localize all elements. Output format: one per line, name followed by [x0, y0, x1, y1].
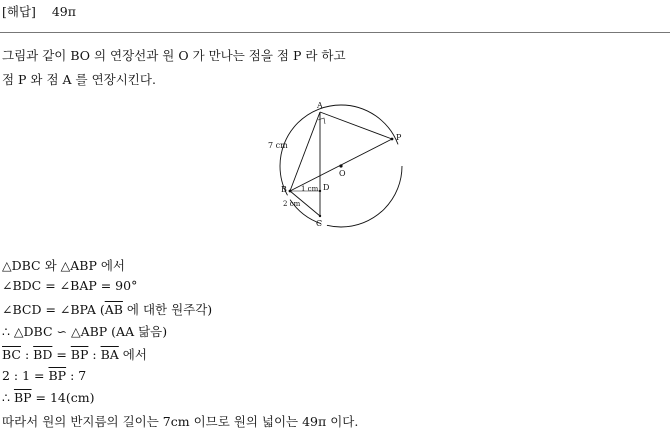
label-b: B: [281, 185, 287, 194]
point-d: [319, 190, 321, 192]
seg-bp-2: $\overline{BP}$: [48, 368, 67, 383]
right-angle-mark-a: [318, 118, 325, 124]
geometry-figure: [262, 98, 412, 230]
line7-post: = 14(cm): [31, 390, 95, 405]
label-seg-ab: 7 cm: [268, 141, 288, 150]
solution-line-5: [2, 345, 147, 363]
point-b: [289, 190, 292, 193]
line6-pre: 2 : 1 =: [2, 368, 49, 383]
seg-ba: $\overline{BA}$: [100, 347, 119, 362]
line7-pre: ∴: [2, 390, 14, 405]
solution-line-6: [2, 368, 86, 383]
seg-bp-3: $\overline{BP}$: [13, 390, 32, 405]
solution-line-7: [2, 390, 94, 405]
segment-ap: [320, 112, 392, 139]
label-o: O: [339, 169, 346, 178]
seg-bc: $\overline{BC}$: [2, 347, 21, 362]
label-p: P: [396, 133, 402, 142]
label-d: D: [323, 183, 330, 192]
sep-2: :: [88, 347, 101, 362]
solution-line-4: ∴ △DBC ∽ △ABP (AA 닮음): [2, 324, 168, 339]
label-seg-bd: 1 cm: [301, 185, 319, 193]
answer-label: [해답]: [2, 4, 36, 19]
line3-pre: ∠BCD = ∠BPA (: [2, 302, 105, 317]
answer-value: 49π: [51, 4, 76, 19]
label-c: C: [316, 219, 323, 228]
seg-bp: $\overline{BP}$: [70, 347, 89, 362]
point-c: [319, 215, 321, 217]
solution-line-2: ∠BDC = ∠BAP = 90°: [2, 278, 138, 293]
label-a: A: [317, 101, 323, 110]
answer-header: [2, 2, 76, 20]
seg-bd: $\overline{BD}$: [33, 347, 53, 362]
intro-line-1: 그림과 같이 BO 의 연장선과 원 O 가 만나는 점을 점 P 라 하고: [2, 48, 346, 63]
line5-post: 에서: [118, 347, 147, 362]
divider: [0, 32, 670, 33]
sep-1: :: [20, 347, 34, 362]
label-seg-bc: 2 cm: [283, 200, 301, 208]
intro-line-2: 점 P 와 점 A 를 연장시킨다.: [2, 72, 156, 87]
equals: =: [52, 347, 71, 362]
arc-ab: $\overline{AB}$: [104, 302, 123, 317]
solution-line-3: [2, 300, 212, 318]
point-p: [391, 138, 394, 141]
solution-line-8: 따라서 원의 반지름의 길이는 7cm 이므로 원의 넓이는 49π 이다.: [2, 414, 359, 429]
solution-line-1: △DBC 와 △ABP 에서: [2, 258, 125, 273]
line6-post: : 7: [66, 368, 87, 383]
line3-post: 에 대한 원주각): [122, 302, 213, 317]
point-o: [339, 164, 342, 167]
segment-ab: [290, 112, 320, 191]
